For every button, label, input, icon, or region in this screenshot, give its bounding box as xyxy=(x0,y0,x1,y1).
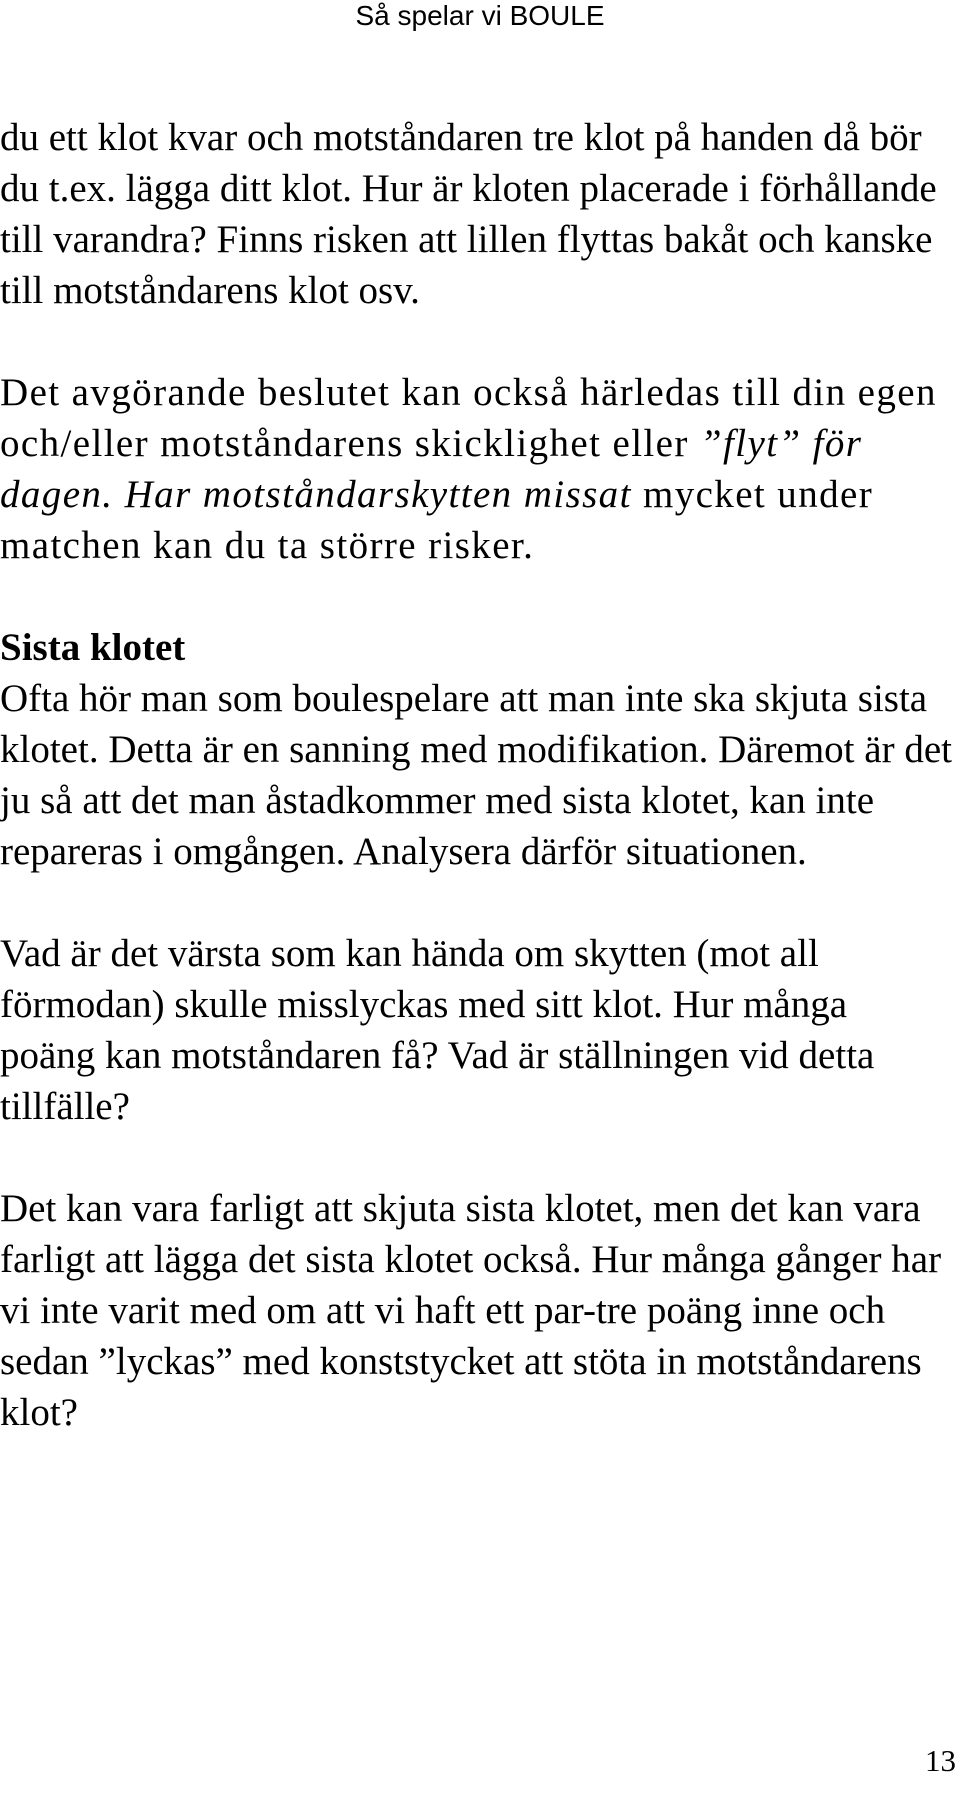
paragraph-2-italic: ”flyt” för dagen. Har motståndarskytten missat xyxy=(0,422,863,516)
paragraph-5: Det kan vara farligt att skjuta sista klotet, men det kan vara farligt att lägga det sista klotet också. Hur många gånger har vi inte varit med om att vi haft ett par-tre poäng inne och sedan ”lyckas” med konststycket att stöta in motståndarens klot? xyxy=(0,1187,942,1434)
paragraph-2-start: Det avgörande beslutet kan också härledas till din egen och/eller motståndarens skicklighet eller xyxy=(0,371,937,465)
paragraph-1: du ett klot kvar och motståndaren tre klot på handen då bör du t.ex. lägga ditt klot. Hur är kloten placerade i förhållande till varandra? Finns risken att lillen flyttas bakåt och kanske till motståndarens klot osv. xyxy=(0,116,937,312)
paragraph-3: Ofta hör man som boulespelare att man inte ska skjuta sista klotet. Detta är en sanning med modifikation. Däremot är det ju så att det man åstadkommer med sista klotet, kan inte repareras i omgången. Analysera därför situationen. xyxy=(0,677,952,873)
page-body xyxy=(0,112,952,1438)
paragraph-4: Vad är det värsta som kan hända om skytten (mot all förmodan) skulle misslyckas med sitt klot. Hur många poäng kan motståndaren få? Vad är ställningen vid detta tillfälle? xyxy=(0,932,875,1128)
paragraph-2-end: mycket under matchen kan du ta större risker. xyxy=(0,473,874,567)
paragraph-2 xyxy=(0,367,952,571)
page-number: 13 xyxy=(925,1743,956,1778)
section-sista-klotet xyxy=(0,622,952,877)
running-header: Så spelar vi BOULE xyxy=(355,0,605,31)
section-heading: Sista klotet xyxy=(0,626,186,669)
